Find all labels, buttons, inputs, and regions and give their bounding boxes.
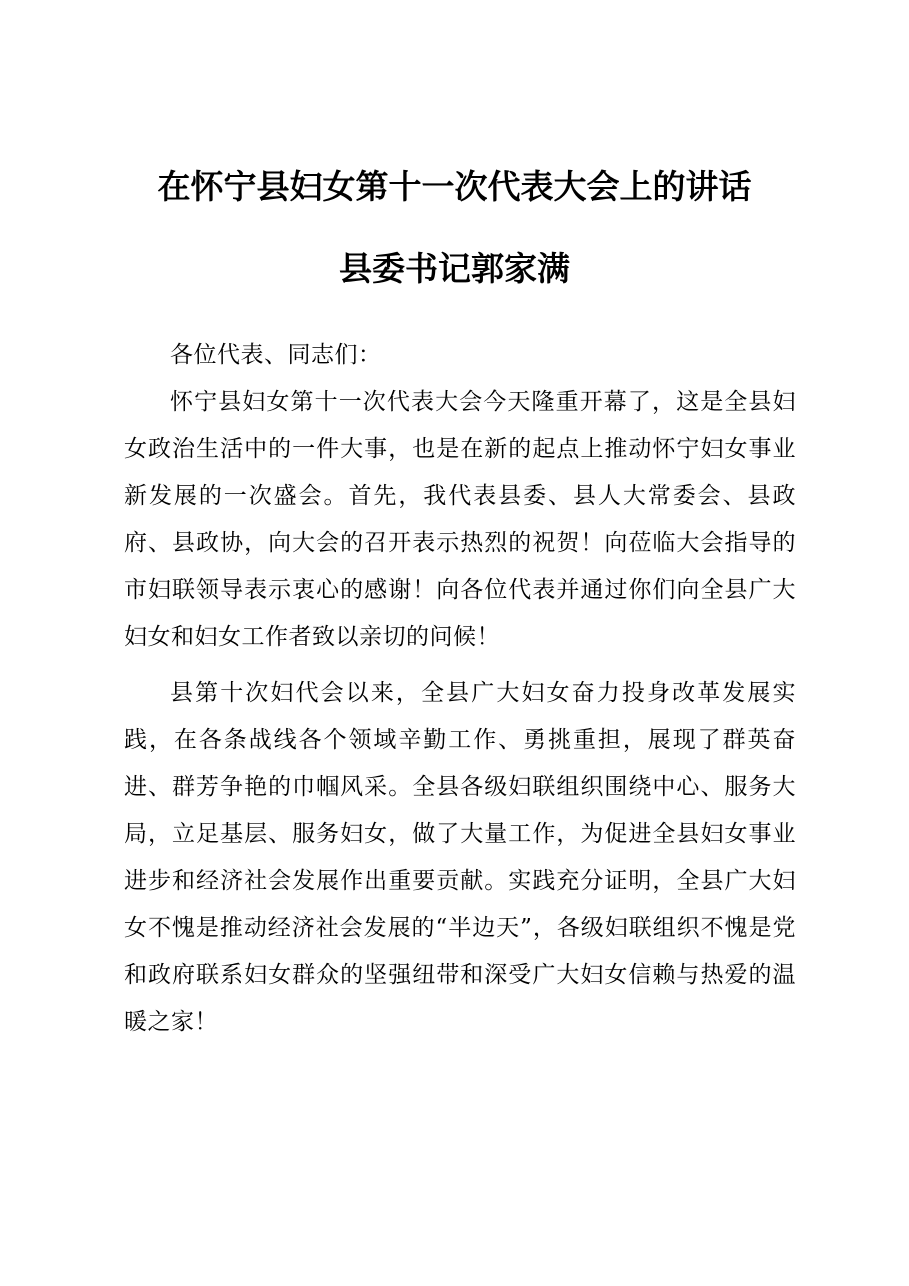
document-title: 在怀宁县妇女第十一次代表大会上的讲话 — [157, 167, 752, 206]
document-subtitle: 县委书记郭家满 — [339, 249, 570, 288]
paragraph-2: 县第十次妇代会以来，全县广大妇女奋力投身改革发展实践，在各条战线各个领域辛勤工作、勇挑重担，展现了群英奋进、群芳争艳的巾帼风采。全县各级妇联组织围绕中心、服务大局，立足基层、服务妇女，做了大量工作，为促进全县妇女事业进步和经济社会发展作出重要贡献。实践充分证明，全县广大妇女不愧是推动经济社会发展的“半边天”，各级妇联组织不愧是党和政府联系妇女群众的坚强纽带和深受广大妇女信赖与热爱的温暖之家！ — [124, 680, 796, 1035]
salutation: 各位代表、同志们： — [170, 342, 382, 368]
paragraph-1: 怀宁县妇女第十一次代表大会今天隆重开幕了，这是全县妇女政治生活中的一件大事，也是在新的起点上推动怀宁妇女事业新发展的一次盛会。首先，我代表县委、县人大常委会、县政府、县政协，向大会的召开表示热烈的祝贺！向莅临大会指导的市妇联领导表示衷心的感谢！向各位代表并通过你们向全县广大妇女和妇女工作者致以亲切的问候！ — [124, 389, 796, 650]
